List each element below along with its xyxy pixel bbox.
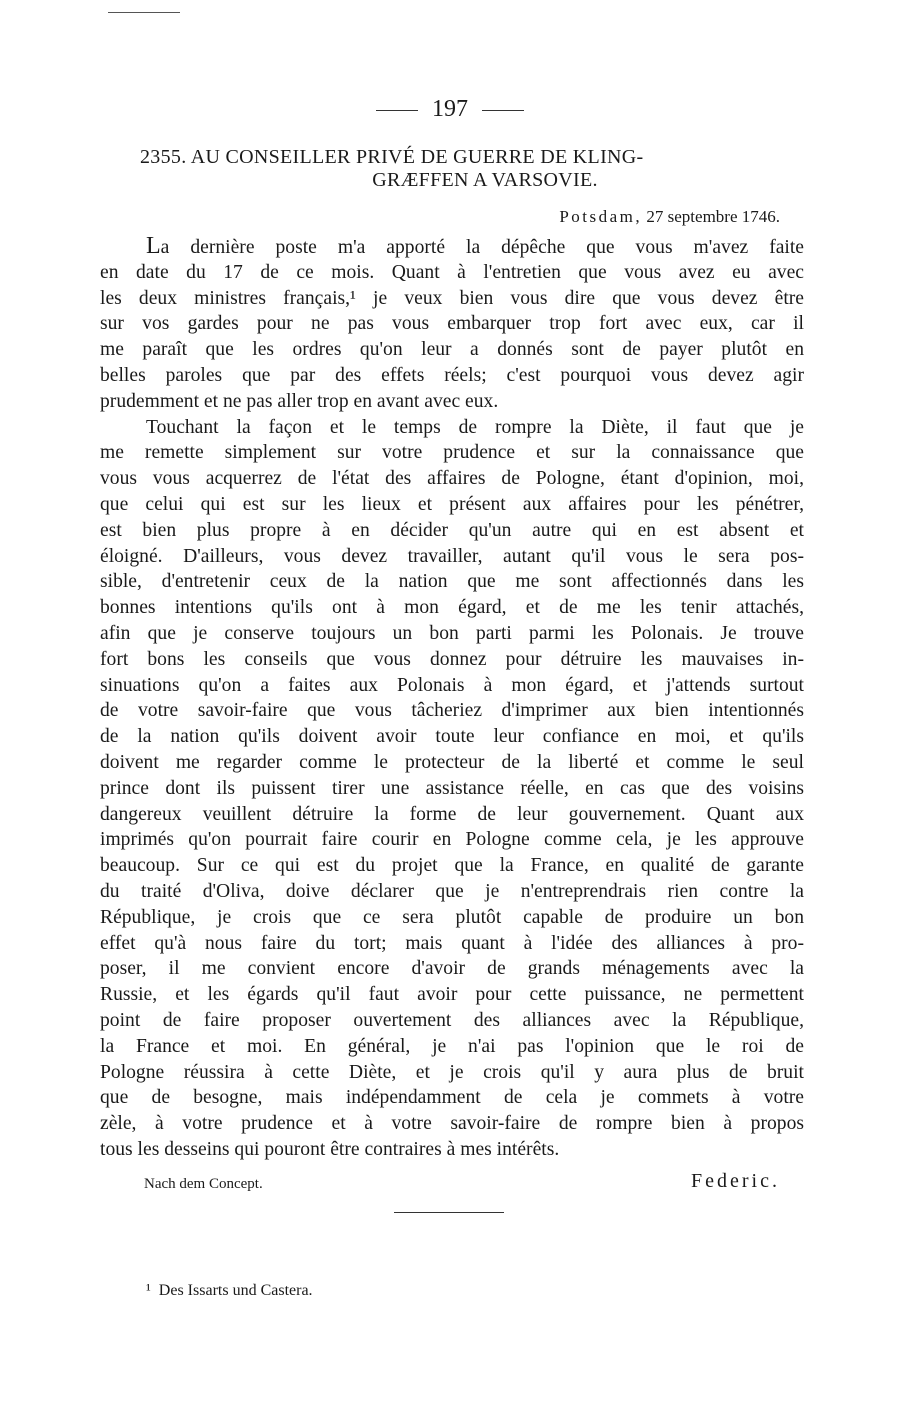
text-line: que celui qui est sur les lieux et présent aux affaires pour les pénétrer,: [100, 493, 804, 515]
text-line: effet qu'à nous faire du tort; mais quant à l'idée des alliances à pro-: [100, 932, 804, 954]
text-line: éloigné. D'ailleurs, vous devez travailler, autant qu'il vous le sera pos-: [100, 545, 804, 567]
text-line: imprimés qu'on pourrait faire courir en Pologne comme cela, je les approuve: [100, 829, 804, 851]
page-number-header: [0, 96, 900, 123]
text-line: prince dont ils puissent tirer une assistance réelle, en cas que des voisins: [100, 777, 804, 799]
text-line: la France et moi. En général, je n'ai pas l'opinion que le roi de: [100, 1035, 804, 1057]
text-line: fort bons les conseils que vous donnez pour détruire les mauvaises in-: [100, 648, 804, 670]
end-rule: [394, 1212, 504, 1213]
text-line: sur vos gardes pour ne pas vous embarquer trop fort avec eux, car il: [100, 313, 804, 335]
paragraph-1: [100, 260, 804, 415]
text-line: beaucoup. Sur ce qui est du projet que la France, en qualité de garante: [100, 855, 804, 877]
footnote: [146, 1282, 313, 1300]
dateline-place: Potsdam,: [559, 207, 643, 226]
text-line: Touchant la façon et le temps de rompre la Diète, il faut que je: [146, 416, 804, 438]
page-number-dash-right: [482, 110, 524, 111]
text-line: Pologne réussira à cette Diète, et je crois qu'il y aura plus de bruit: [100, 1061, 804, 1083]
signature: Federic.: [691, 1170, 780, 1192]
initial-capital: L: [146, 233, 161, 259]
letter-heading: [140, 146, 800, 192]
text-line: de votre savoir-faire que vous tâcheriez d'imprimer aux bien intentionnés: [100, 700, 804, 722]
text-line: vous vous acquerrez de l'état des affaires de Pologne, étant d'opinion, moi,: [100, 468, 804, 490]
dateline: [559, 207, 780, 227]
text-line: de la nation qu'ils doivent avoir toute leur confiance en moi, et qu'ils: [100, 726, 804, 748]
text-line: afin que je conserve toujours un bon parti parmi les Polonais. Je trouve: [100, 622, 804, 644]
text-line: poser, il me convient encore d'avoir de grands ménagements avec la: [100, 958, 804, 980]
text-line: dangereux veuillent détruire la forme de leur gouvernement. Quant aux: [100, 803, 804, 825]
text-line: prudemment et ne pas aller trop en avant avec eux.: [100, 390, 499, 412]
text-line: tous les desseins qui pouront être contraires à mes intérêts.: [100, 1138, 560, 1160]
text-line: du traité d'Oliva, doive déclarer que je n'entreprendrais rien contre la: [100, 880, 804, 902]
footnote-text: Des Issarts und Castera.: [158, 1282, 313, 1299]
text-line: est bien plus propre à en décider qu'un autre qui en est absent et: [100, 519, 804, 541]
text-line: zèle, à votre prudence et à votre savoir-faire de rompre bien à propos: [100, 1113, 804, 1135]
text-line: Russie, et les égards qu'il faut avoir pour cette puissance, ne permettent: [100, 984, 804, 1006]
letter-body: [100, 234, 804, 1163]
text-line: les deux ministres français,¹ je veux bien vous dire que vous devez être: [100, 287, 804, 309]
page-number: 197: [432, 96, 468, 122]
paragraph-2: [100, 415, 804, 1163]
heading-line-2: GRÆFFEN A VARSOVIE.: [372, 169, 598, 191]
page-number-dash-left: [376, 110, 418, 111]
heading-line-1: 2355. AU CONSEILLER PRIVÉ DE GUERRE DE KLING-: [140, 146, 644, 168]
dateline-date: 27 septembre 1746.: [642, 207, 780, 226]
text-line: que de besogne, mais indépendamment de cela je commets à votre: [100, 1087, 804, 1109]
text-line: en date du 17 de ce mois. Quant à l'entretien que vous avez eu avec: [100, 261, 804, 283]
text-line: sible, d'entretenir ceux de la nation que me sont affectionnés dans les: [100, 571, 804, 593]
first-line-text: a dernière poste m'a apporté la dépêche que vous m'avez faite: [160, 237, 804, 258]
text-line: belles paroles que par des effets réels; c'est pourquoi vous devez agir: [100, 364, 804, 386]
top-rule: [108, 12, 180, 13]
text-line: bonnes intentions qu'ils ont à mon égard, et de me les tenir attachés,: [100, 597, 804, 619]
source-note: Nach dem Concept.: [144, 1176, 263, 1192]
text-line: me remette simplement sur votre prudence et sur la connaissance que: [100, 442, 804, 464]
text-line: point de faire proposer ouvertement des alliances avec la République,: [100, 1009, 804, 1031]
text-line: doivent me regarder comme le protecteur de la liberté et comme le seul: [100, 751, 804, 773]
paragraph-1-first-line: [100, 234, 804, 260]
text-line: sinuations qu'on a faites aux Polonais à mon égard, et j'attends surtout: [100, 674, 804, 696]
text-line: République, je crois que ce sera plutôt capable de produire un bon: [100, 906, 804, 928]
footnote-marker: ¹: [146, 1282, 151, 1299]
text-line: me paraît que les ordres qu'on leur a donnés sont de payer plutôt en: [100, 339, 804, 361]
